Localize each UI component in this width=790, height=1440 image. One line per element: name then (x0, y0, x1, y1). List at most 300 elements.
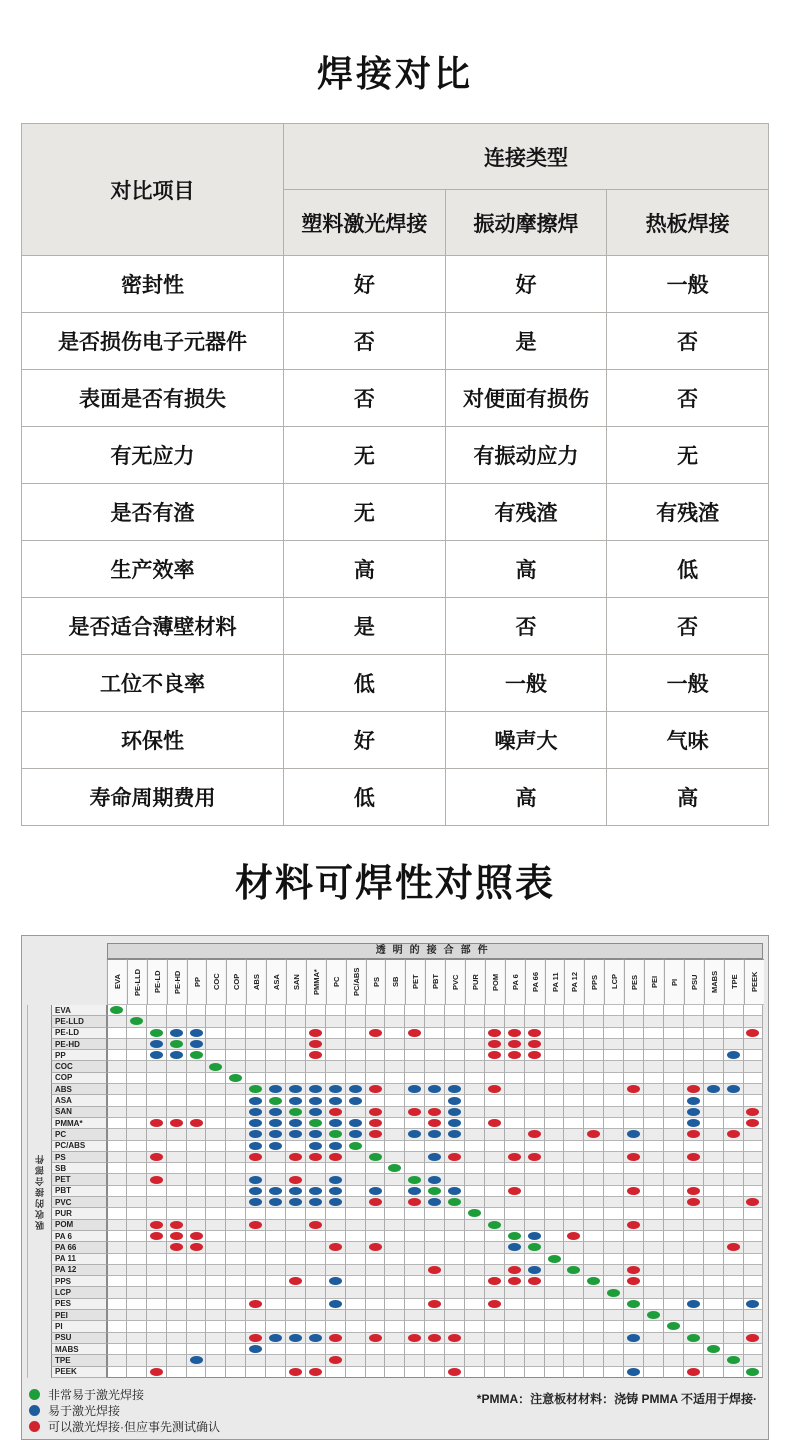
matrix-cell (564, 1254, 584, 1265)
row-item-label: 密封性 (22, 256, 284, 313)
weldability-dot-blue (428, 1176, 441, 1184)
matrix-cell (724, 1186, 744, 1197)
matrix-cell (326, 1028, 346, 1039)
row-value: 否 (284, 313, 446, 370)
matrix-cell (425, 1129, 445, 1140)
matrix-cell (127, 1310, 147, 1321)
matrix-cell (405, 1254, 425, 1265)
row-value: 否 (607, 370, 769, 427)
matrix-cell (167, 1095, 187, 1106)
matrix-cell (107, 1231, 127, 1242)
weldability-dot-green (170, 1040, 183, 1048)
weldability-dot-blue (170, 1029, 183, 1037)
matrix-cell (326, 1367, 346, 1378)
row-value: 一般 (607, 655, 769, 712)
weldability-dot-blue (408, 1130, 421, 1138)
matrix-cell (147, 1141, 167, 1152)
matrix-cell (306, 1333, 326, 1344)
matrix-cell (306, 1084, 326, 1095)
matrix-cell (405, 1310, 425, 1321)
matrix-cell (147, 1073, 167, 1084)
matrix-cell (346, 1016, 366, 1027)
matrix-cell (366, 1242, 386, 1253)
weldability-dot-blue (269, 1130, 282, 1138)
matrix-cell (187, 1197, 207, 1208)
row-value: 低 (284, 769, 446, 826)
matrix-cell (346, 1129, 366, 1140)
matrix-cell (425, 1028, 445, 1039)
matrix-cell (147, 1367, 167, 1378)
matrix-cell (326, 1186, 346, 1197)
matrix-cell (147, 1028, 167, 1039)
weldability-dot-red (408, 1198, 421, 1206)
matrix-cell (127, 1152, 147, 1163)
row-value: 噪声大 (445, 712, 607, 769)
matrix-cell (445, 1208, 465, 1219)
matrix-cell (644, 1005, 664, 1016)
matrix-cell (366, 1028, 386, 1039)
matrix-cell (425, 1355, 445, 1366)
matrix-cell (286, 1016, 306, 1027)
matrix-cell (206, 1299, 226, 1310)
matrix-cell (724, 1355, 744, 1366)
matrix-cell (286, 1061, 306, 1072)
column-header: PEEK (744, 959, 764, 1005)
matrix-cell (465, 1186, 485, 1197)
matrix-cell (445, 1333, 465, 1344)
matrix-cell (704, 1028, 724, 1039)
matrix-cell (167, 1028, 187, 1039)
matrix-cell (326, 1265, 346, 1276)
matrix-cell (584, 1118, 604, 1129)
matrix-cell (346, 1028, 366, 1039)
matrix-cell (147, 1208, 167, 1219)
column-header: PVC (445, 959, 465, 1005)
matrix-cell (366, 1061, 386, 1072)
matrix-cell (624, 1299, 644, 1310)
column-header: SAN (286, 959, 306, 1005)
matrix-cell (107, 1050, 127, 1061)
matrix-cell (525, 1344, 545, 1355)
row-header: COC (51, 1061, 107, 1072)
matrix-cell (624, 1141, 644, 1152)
matrix-cell (445, 1254, 465, 1265)
matrix-cell (485, 1186, 505, 1197)
matrix-cell (505, 1163, 525, 1174)
matrix-cell (246, 1016, 266, 1027)
weldability-dot-green (448, 1198, 461, 1206)
matrix-cell (604, 1254, 624, 1265)
matrix-cell (445, 1242, 465, 1253)
matrix-cell (266, 1344, 286, 1355)
weldability-dot-red (428, 1300, 441, 1308)
matrix-cell (187, 1186, 207, 1197)
column-header: PET (405, 959, 425, 1005)
row-value: 低 (607, 541, 769, 598)
weldability-dot-red (627, 1266, 640, 1274)
matrix-cell (346, 1344, 366, 1355)
matrix-cell (624, 1174, 644, 1185)
weldability-dot-green (667, 1322, 680, 1330)
matrix-cell (564, 1287, 584, 1298)
matrix-cell (445, 1299, 465, 1310)
matrix-cell (644, 1276, 664, 1287)
weldability-dot-red (369, 1085, 382, 1093)
matrix-cell (664, 1287, 684, 1298)
matrix-cell (684, 1367, 704, 1378)
matrix-cell (206, 1118, 226, 1129)
matrix-cell (107, 1276, 127, 1287)
column-header: PUR (465, 959, 485, 1005)
matrix-cell (405, 1107, 425, 1118)
row-value: 高 (284, 541, 446, 598)
column-header: TPE (724, 959, 744, 1005)
matrix-cell (684, 1231, 704, 1242)
matrix-cell (505, 1197, 525, 1208)
matrix-cell (246, 1107, 266, 1118)
matrix-cell (286, 1344, 306, 1355)
weldability-dot-green (428, 1187, 441, 1195)
row-value: 有振动应力 (445, 427, 607, 484)
matrix-cell (644, 1287, 664, 1298)
weldability-dot-blue (627, 1130, 640, 1138)
matrix-cell (306, 1050, 326, 1061)
matrix-cell (127, 1197, 147, 1208)
table-row (22, 313, 769, 370)
matrix-cell (107, 1118, 127, 1129)
matrix-cell (624, 1028, 644, 1039)
matrix-cell (127, 1118, 147, 1129)
weldability-dot-blue (170, 1051, 183, 1059)
matrix-cell (306, 1186, 326, 1197)
matrix-cell (604, 1118, 624, 1129)
matrix-cell (664, 1107, 684, 1118)
matrix-cell (147, 1287, 167, 1298)
matrix-cell (744, 1061, 764, 1072)
matrix-cell (167, 1163, 187, 1174)
matrix-cell (744, 1095, 764, 1106)
row-value: 有残渣 (607, 484, 769, 541)
weldability-dot-blue (249, 1108, 262, 1116)
matrix-cell (604, 1050, 624, 1061)
matrix-cell (644, 1107, 664, 1118)
matrix-cell (664, 1355, 684, 1366)
weldability-dot-red (369, 1130, 382, 1138)
weldability-dot-red (249, 1334, 262, 1342)
legend-label: 非常易于激光焊接 (48, 1387, 145, 1402)
matrix-cell (226, 1061, 246, 1072)
matrix-cell (226, 1242, 246, 1253)
column-header: PC/ABS (346, 959, 366, 1005)
matrix-cell (545, 1231, 565, 1242)
weldability-dot-red (746, 1029, 759, 1037)
matrix-cell (206, 1197, 226, 1208)
matrix-cell (724, 1367, 744, 1378)
matrix-cell (505, 1220, 525, 1231)
matrix-cell (266, 1310, 286, 1321)
weldability-dot-red (289, 1176, 302, 1184)
matrix-cell (405, 1367, 425, 1378)
matrix-cell (167, 1084, 187, 1095)
matrix-cell (704, 1186, 724, 1197)
matrix-cell (366, 1197, 386, 1208)
matrix-cell (525, 1107, 545, 1118)
weldability-dot-green (309, 1119, 322, 1127)
matrix-cell (366, 1095, 386, 1106)
weldability-dot-red (309, 1368, 322, 1376)
matrix-cell (246, 1355, 266, 1366)
weldability-dot-green (727, 1356, 740, 1364)
matrix-cell (405, 1050, 425, 1061)
matrix-cell (465, 1367, 485, 1378)
row-item-label: 有无应力 (22, 427, 284, 484)
weldability-dot-green (110, 1006, 123, 1014)
row-header: PA 66 (51, 1242, 107, 1253)
matrix-cell (147, 1220, 167, 1231)
matrix-cell (704, 1197, 724, 1208)
weldability-dot-green (528, 1243, 541, 1251)
matrix-cell (306, 1310, 326, 1321)
matrix-cell (167, 1061, 187, 1072)
table-row (22, 484, 769, 541)
matrix-cell (385, 1287, 405, 1298)
row-header: PA 11 (51, 1254, 107, 1265)
matrix-cell (385, 1242, 405, 1253)
matrix-cell (246, 1220, 266, 1231)
matrix-cell (584, 1028, 604, 1039)
matrix-cell (246, 1005, 266, 1016)
matrix-cell (286, 1039, 306, 1050)
matrix-cell (445, 1310, 465, 1321)
matrix-cell (306, 1005, 326, 1016)
weldability-dot-blue (269, 1187, 282, 1195)
matrix-cell (266, 1107, 286, 1118)
matrix-cell (385, 1174, 405, 1185)
matrix-cell (286, 1005, 306, 1016)
matrix-cell (485, 1050, 505, 1061)
matrix-cell (326, 1299, 346, 1310)
matrix-cell (246, 1367, 266, 1378)
matrix-cell (226, 1197, 246, 1208)
matrix-cell (644, 1016, 664, 1027)
weldability-dot-red (508, 1029, 521, 1037)
matrix-cell (564, 1367, 584, 1378)
matrix-cell (584, 1197, 604, 1208)
matrix-cell (107, 1174, 127, 1185)
weldability-dot-red (329, 1334, 342, 1342)
matrix-cell (505, 1333, 525, 1344)
matrix-cell (326, 1163, 346, 1174)
matrix-cell (266, 1118, 286, 1129)
matrix-cell (545, 1333, 565, 1344)
matrix-cell (505, 1152, 525, 1163)
matrix-cell (485, 1028, 505, 1039)
matrix-cell (564, 1344, 584, 1355)
matrix-cell (525, 1276, 545, 1287)
row-item-label: 是否损伤电子元器件 (22, 313, 284, 370)
weldability-dot-red (488, 1051, 501, 1059)
matrix-cell (385, 1355, 405, 1366)
matrix-cell (545, 1107, 565, 1118)
column-header: PI (664, 959, 684, 1005)
matrix-cell (206, 1129, 226, 1140)
matrix-cell (744, 1265, 764, 1276)
weldability-dot-blue (349, 1097, 362, 1105)
matrix-cell (485, 1129, 505, 1140)
matrix-cell (545, 1118, 565, 1129)
matrix-cell (525, 1310, 545, 1321)
legend-item-green (29, 1387, 220, 1403)
column-header: PA 6 (505, 959, 525, 1005)
matrix-cell (306, 1095, 326, 1106)
matrix-cell (385, 1276, 405, 1287)
row-header: PMMA* (51, 1118, 107, 1129)
matrix-cell (107, 1039, 127, 1050)
weldability-dot-green (408, 1176, 421, 1184)
matrix-cell (564, 1197, 584, 1208)
weldability-dot-blue (349, 1130, 362, 1138)
weldability-dot-red (309, 1221, 322, 1229)
matrix-cell (246, 1276, 266, 1287)
matrix-cell (525, 1321, 545, 1332)
column-header: ABS (246, 959, 266, 1005)
matrix-cell (167, 1005, 187, 1016)
matrix-cell (167, 1129, 187, 1140)
weldability-dot-blue (746, 1300, 759, 1308)
matrix-cell (584, 1163, 604, 1174)
matrix-cell (206, 1028, 226, 1039)
column-header: COC (206, 959, 226, 1005)
matrix-cell (505, 1231, 525, 1242)
matrix-cell (306, 1299, 326, 1310)
matrix-cell (564, 1016, 584, 1027)
matrix-cell (545, 1310, 565, 1321)
matrix-cell (545, 1254, 565, 1265)
matrix-cell (624, 1016, 644, 1027)
weldability-dot-blue (707, 1085, 720, 1093)
matrix-cell (744, 1197, 764, 1208)
weldability-dot-blue (528, 1266, 541, 1274)
matrix-cell (385, 1050, 405, 1061)
matrix-cell (187, 1107, 207, 1118)
matrix-cell (147, 1016, 167, 1027)
matrix-cell (366, 1107, 386, 1118)
matrix-cell (425, 1061, 445, 1072)
matrix-cell (684, 1005, 704, 1016)
matrix-cell (445, 1061, 465, 1072)
matrix-cell (604, 1333, 624, 1344)
matrix-cell (624, 1163, 644, 1174)
matrix-cell (385, 1084, 405, 1095)
matrix-cell (584, 1005, 604, 1016)
column-header: PA 66 (525, 959, 545, 1005)
matrix-cell (684, 1141, 704, 1152)
row-item-label: 是否适合薄壁材料 (22, 598, 284, 655)
matrix-cell (425, 1107, 445, 1118)
matrix-cell (366, 1129, 386, 1140)
matrix-cell (226, 1367, 246, 1378)
matrix-cell (226, 1107, 246, 1118)
matrix-cell (644, 1220, 664, 1231)
matrix-cell (206, 1050, 226, 1061)
column-header: PBT (425, 959, 445, 1005)
matrix-cell (326, 1220, 346, 1231)
weldability-dot-blue (687, 1119, 700, 1127)
matrix-cell (644, 1310, 664, 1321)
matrix-cell (425, 1265, 445, 1276)
matrix-cell (564, 1152, 584, 1163)
matrix-cell (147, 1276, 167, 1287)
matrix-cell (147, 1174, 167, 1185)
matrix-cell (724, 1141, 744, 1152)
matrix-cell (724, 1276, 744, 1287)
matrix-cell (545, 1220, 565, 1231)
column-header: LCP (604, 959, 624, 1005)
matrix-cell (465, 1310, 485, 1321)
matrix-cell (266, 1174, 286, 1185)
matrix-cell (346, 1039, 366, 1050)
matrix-cell (167, 1039, 187, 1050)
column-header: POM (485, 959, 505, 1005)
matrix-cell (624, 1310, 644, 1321)
weldability-dot-red (329, 1356, 342, 1364)
matrix-title: 材料可焊性对照表 (234, 863, 555, 905)
table-row (22, 655, 769, 712)
matrix-cell (584, 1208, 604, 1219)
matrix-cell (624, 1073, 644, 1084)
table-row (22, 769, 769, 826)
matrix-cell (326, 1231, 346, 1242)
matrix-cell (425, 1220, 445, 1231)
matrix-cell (545, 1050, 565, 1061)
row-header: ABS (51, 1084, 107, 1095)
weldability-dot-blue (309, 1097, 322, 1105)
matrix-cell (127, 1367, 147, 1378)
matrix-cell (604, 1276, 624, 1287)
matrix-cell (366, 1367, 386, 1378)
matrix-cell (684, 1208, 704, 1219)
matrix-cell (286, 1321, 306, 1332)
row-value: 一般 (445, 655, 607, 712)
matrix-cell (485, 1287, 505, 1298)
matrix-cell (147, 1321, 167, 1332)
legend (29, 1387, 220, 1435)
matrix-cell (624, 1208, 644, 1219)
matrix-cell (704, 1299, 724, 1310)
matrix-cell (326, 1174, 346, 1185)
matrix-cell (744, 1355, 764, 1366)
matrix-cell (664, 1344, 684, 1355)
matrix-cell (704, 1254, 724, 1265)
column-header: SB (385, 959, 405, 1005)
matrix-cell (326, 1141, 346, 1152)
matrix-cell (684, 1118, 704, 1129)
weldability-dot-blue (408, 1187, 421, 1195)
matrix-cell (226, 1005, 246, 1016)
matrix-cell (445, 1174, 465, 1185)
column-header: PPS (584, 959, 604, 1005)
matrix-cell (226, 1118, 246, 1129)
weldability-dot-red (249, 1153, 262, 1161)
row-value: 否 (607, 313, 769, 370)
row-value: 好 (284, 256, 446, 313)
matrix-cell (525, 1355, 545, 1366)
matrix-cell (724, 1163, 744, 1174)
weldability-dot-red (170, 1221, 183, 1229)
weldability-dot-blue (448, 1085, 461, 1093)
weldability-dot-red (508, 1153, 521, 1161)
weldability-dot-red (329, 1108, 342, 1116)
